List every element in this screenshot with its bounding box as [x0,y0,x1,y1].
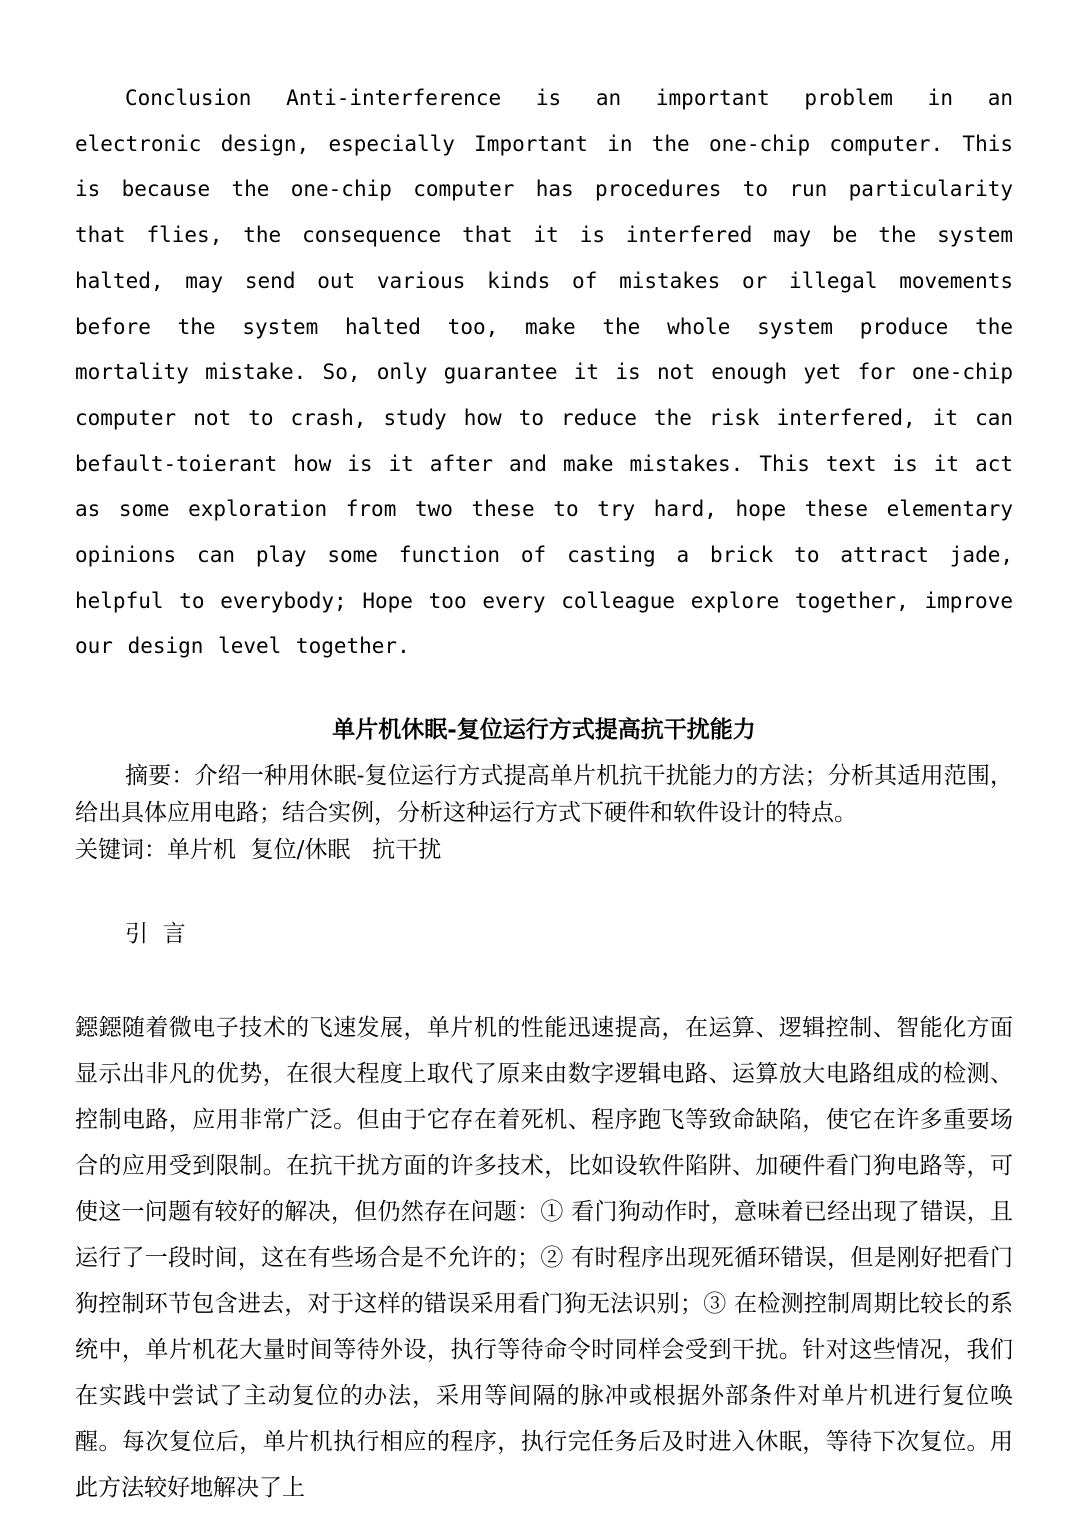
keywords-line: 关键词：单片机 复位/休眠 抗干扰 [75,837,442,864]
introduction-body-paragraph: 鐚鐚随着微电子技术的飞速发展，单片机的性能迅速提高，在运算、逻辑控制、智能化方面显示出非凡的优势，在很大程度上取代了原来由数字逻辑电路、运算放大电路组成的检测、控制电路，应用非常广泛。但由于它存在着死机、程序跑飞等致命缺陷，使它在许多重要场合的应用受到限制。在抗干扰方面的许多技术，比如设软件陷阱、加硬件看门狗电路等，可使这一问题有较好的解决，但仍然存在问题：① 看门狗动作时，意味着已经出现了错误，且运行了一段时间，这在有些场合是不允许的；② 有时程序出现死循环错误，但是刚好把看门狗控制环节包含进去，对于这样的错误采用看门狗无法识别；③ 在检测控制周期比较长的系统中，单片机花大量时间等待外设，执行等待命令时同样会受到干扰。针对这些情况，我们在实践中尝试了主动复位的办法，采用等间隔的脉冲或根据外部条件对单片机进行复位唤醒。每次复位后，单片机执行相应的程序，执行完任务后及时进入休眠，等待下次复位。用此方法较好地解决了上 [75,1015,1013,1502]
abstract-paragraph: 摘要：介绍一种用休眠-复位运行方式提高单片机抗干扰能力的方法；分析其适用范围，给出具体应用电路；结合实例，分析这种运行方式下硬件和软件设计的特点。 [75,763,1013,827]
introduction-heading: 引 言 [125,921,186,948]
english-conclusion-paragraph: Conclusion Anti-interference is an important problem in an electronic design, especially Important in the one-chip computer. This is because the one-chip computer has procedures to run particularity that flies, the consequence that it is interfered may be the system halted, may send out various kinds of mistakes or illegal movements before the system halted too, make the whole system produce the mortality mistake. So, only guarantee it is not enough yet for one-chip computer not to crash, study how to reduce the risk interfered, it can befault-toierant how is it after and make mistakes. This text is it act as some exploration from two these to try hard, hope these elementary opinions can play some function of casting a brick to attract jade, helpful to everybody; Hope too every colleague explore together, improve our design level together. [75,86,1013,659]
document-page [75,76,1013,1511]
article-title: 单片机休眠-复位运行方式提高抗干扰能力 [332,716,756,744]
